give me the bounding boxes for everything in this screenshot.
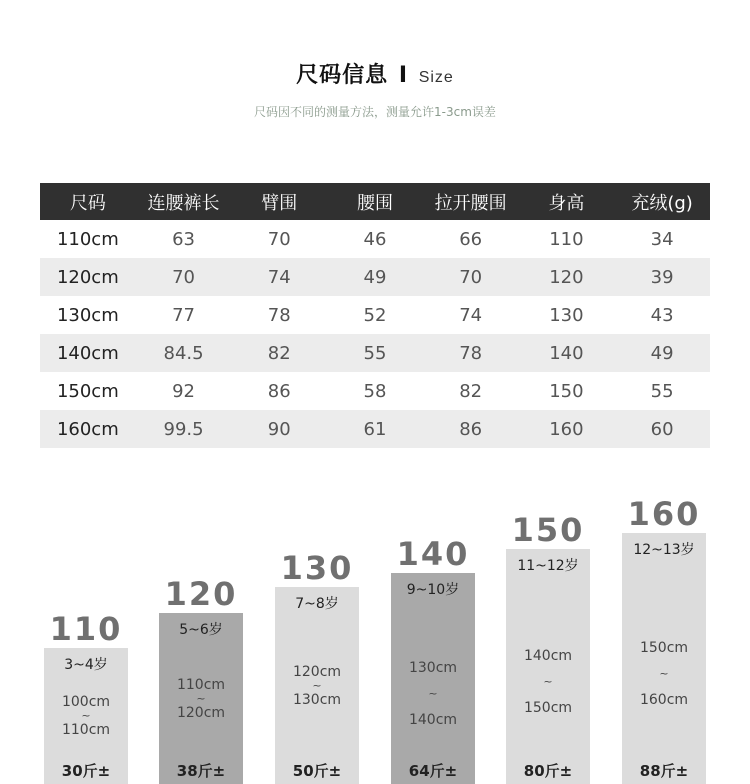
header-arm: 臂围 xyxy=(231,183,327,220)
bar-age: 5~6岁 xyxy=(179,622,223,638)
bar-size-label: 150 xyxy=(511,511,585,549)
table-cell: 140cm xyxy=(40,334,136,372)
bar-height-to: 160cm xyxy=(639,692,689,708)
bar-age: 9~10岁 xyxy=(406,582,460,598)
bar-height-from: 100cm xyxy=(61,694,111,710)
bar-height-to: 140cm xyxy=(408,712,458,728)
bar-height-range xyxy=(506,644,590,720)
bar-height-from: 110cm xyxy=(176,677,226,693)
table-cell: 70 xyxy=(423,258,519,296)
table-cell: 90 xyxy=(231,410,327,448)
bar-weight: 30斤± xyxy=(61,762,111,780)
table-cell: 60 xyxy=(614,410,710,448)
bar-height-range xyxy=(275,663,359,709)
table-cell: 70 xyxy=(267,228,291,250)
table-cell: 160cm xyxy=(40,410,136,448)
bar-weight: 80斤± xyxy=(523,762,573,780)
bar-height-range xyxy=(44,693,128,739)
size-title xyxy=(0,58,750,89)
table-cell: 150 xyxy=(549,380,584,402)
bar-size-label: 140 xyxy=(396,535,470,573)
table-cell: 86 xyxy=(267,380,291,402)
table-cell: 66 xyxy=(459,228,483,250)
header-height: 身高 xyxy=(519,183,615,220)
table-cell: 43 xyxy=(650,304,674,326)
bar-height-from: 140cm xyxy=(523,648,573,664)
table-cell: 110 xyxy=(549,228,584,250)
bar-range-tilde: ~ xyxy=(196,692,206,705)
table-cell: 86 xyxy=(423,410,519,448)
table-cell: 78 xyxy=(423,334,519,372)
size-bar xyxy=(506,549,590,784)
bar-age: 3~4岁 xyxy=(64,657,108,673)
bar-weight: 88斤± xyxy=(639,762,689,780)
table-cell: 150cm xyxy=(56,380,119,402)
table-cell: 82 xyxy=(231,334,327,372)
size-table xyxy=(40,183,710,448)
bar-range-tilde: ~ xyxy=(81,709,91,722)
table-cell: 74 xyxy=(231,258,327,296)
header-waist: 腰围 xyxy=(327,183,423,220)
measurement-note: 尺码因不同的测量方法，测量允许1-3cm误差 xyxy=(254,105,496,119)
table-cell: 58 xyxy=(363,380,387,402)
bar-size-label: 120 xyxy=(164,575,238,613)
table-cell: 77 xyxy=(172,304,195,326)
bar-height-range xyxy=(622,636,706,712)
table-cell: 39 xyxy=(614,258,710,296)
bar-age: 12~13岁 xyxy=(633,542,695,558)
bar-weight: 50斤± xyxy=(292,762,342,780)
size-bar xyxy=(391,573,475,784)
bar-weight: 64斤± xyxy=(408,762,458,780)
table-cell: 55 xyxy=(650,380,674,402)
size-bar xyxy=(159,613,243,784)
table-cell: 130cm xyxy=(56,304,119,326)
table-cell: 49 xyxy=(614,334,710,372)
table-row xyxy=(40,220,710,258)
table-cell: 110cm xyxy=(56,228,119,250)
table-cell: 140 xyxy=(519,334,615,372)
bar-height-from: 120cm xyxy=(292,664,342,680)
bar-range-tilde: ~ xyxy=(428,687,438,700)
bar-weight: 38斤± xyxy=(176,762,226,780)
table-cell: 160 xyxy=(519,410,615,448)
bar-range-tilde: ~ xyxy=(312,679,322,692)
table-cell: 84.5 xyxy=(136,334,232,372)
table-cell: 74 xyxy=(459,304,483,326)
table-header-row xyxy=(40,183,710,220)
header-down-fill: 充绒(g) xyxy=(614,183,710,220)
bar-age: 11~12岁 xyxy=(517,558,579,574)
table-cell: 55 xyxy=(327,334,423,372)
bar-height-from: 130cm xyxy=(408,660,458,676)
table-row xyxy=(40,372,710,410)
bar-height-to: 130cm xyxy=(292,692,342,708)
title-cn: 尺码信息 xyxy=(296,63,389,88)
header-size: 尺码 xyxy=(40,183,136,220)
table-cell: 99.5 xyxy=(136,410,232,448)
table-cell: 52 xyxy=(363,304,387,326)
table-row xyxy=(40,258,710,296)
title-separator: I xyxy=(398,63,409,88)
size-bar xyxy=(622,533,706,784)
bar-age: 7~8岁 xyxy=(295,596,339,612)
table-row xyxy=(40,410,710,448)
table-row xyxy=(40,296,710,334)
table-row xyxy=(40,334,710,372)
table-cell: 120cm xyxy=(40,258,136,296)
table-cell: 61 xyxy=(327,410,423,448)
bar-height-range xyxy=(159,676,243,722)
bar-height-to: 150cm xyxy=(523,700,573,716)
bar-size-label: 160 xyxy=(627,495,701,533)
table-cell: 82 xyxy=(459,380,483,402)
table-cell: 130 xyxy=(549,304,584,326)
size-bar xyxy=(44,648,128,784)
bar-range-tilde: ~ xyxy=(543,675,553,688)
table-cell: 63 xyxy=(172,228,195,250)
table-cell: 49 xyxy=(327,258,423,296)
table-cell: 70 xyxy=(136,258,232,296)
title-en: Size xyxy=(418,69,454,86)
table-cell: 46 xyxy=(363,228,387,250)
bar-height-from: 150cm xyxy=(639,640,689,656)
size-bar xyxy=(275,587,359,784)
bar-range-tilde: ~ xyxy=(659,667,669,680)
table-cell: 78 xyxy=(267,304,291,326)
header-pants-length: 连腰裤长 xyxy=(136,183,232,220)
table-cell: 120 xyxy=(519,258,615,296)
bar-height-to: 110cm xyxy=(61,722,111,738)
table-cell: 92 xyxy=(172,380,195,402)
table-cell: 34 xyxy=(650,228,674,250)
bar-height-to: 120cm xyxy=(176,705,226,721)
bar-size-label: 110 xyxy=(49,610,123,648)
bar-size-label: 130 xyxy=(280,549,354,587)
header-stretched-waist: 拉开腰围 xyxy=(423,183,519,220)
bar-height-range xyxy=(391,656,475,732)
